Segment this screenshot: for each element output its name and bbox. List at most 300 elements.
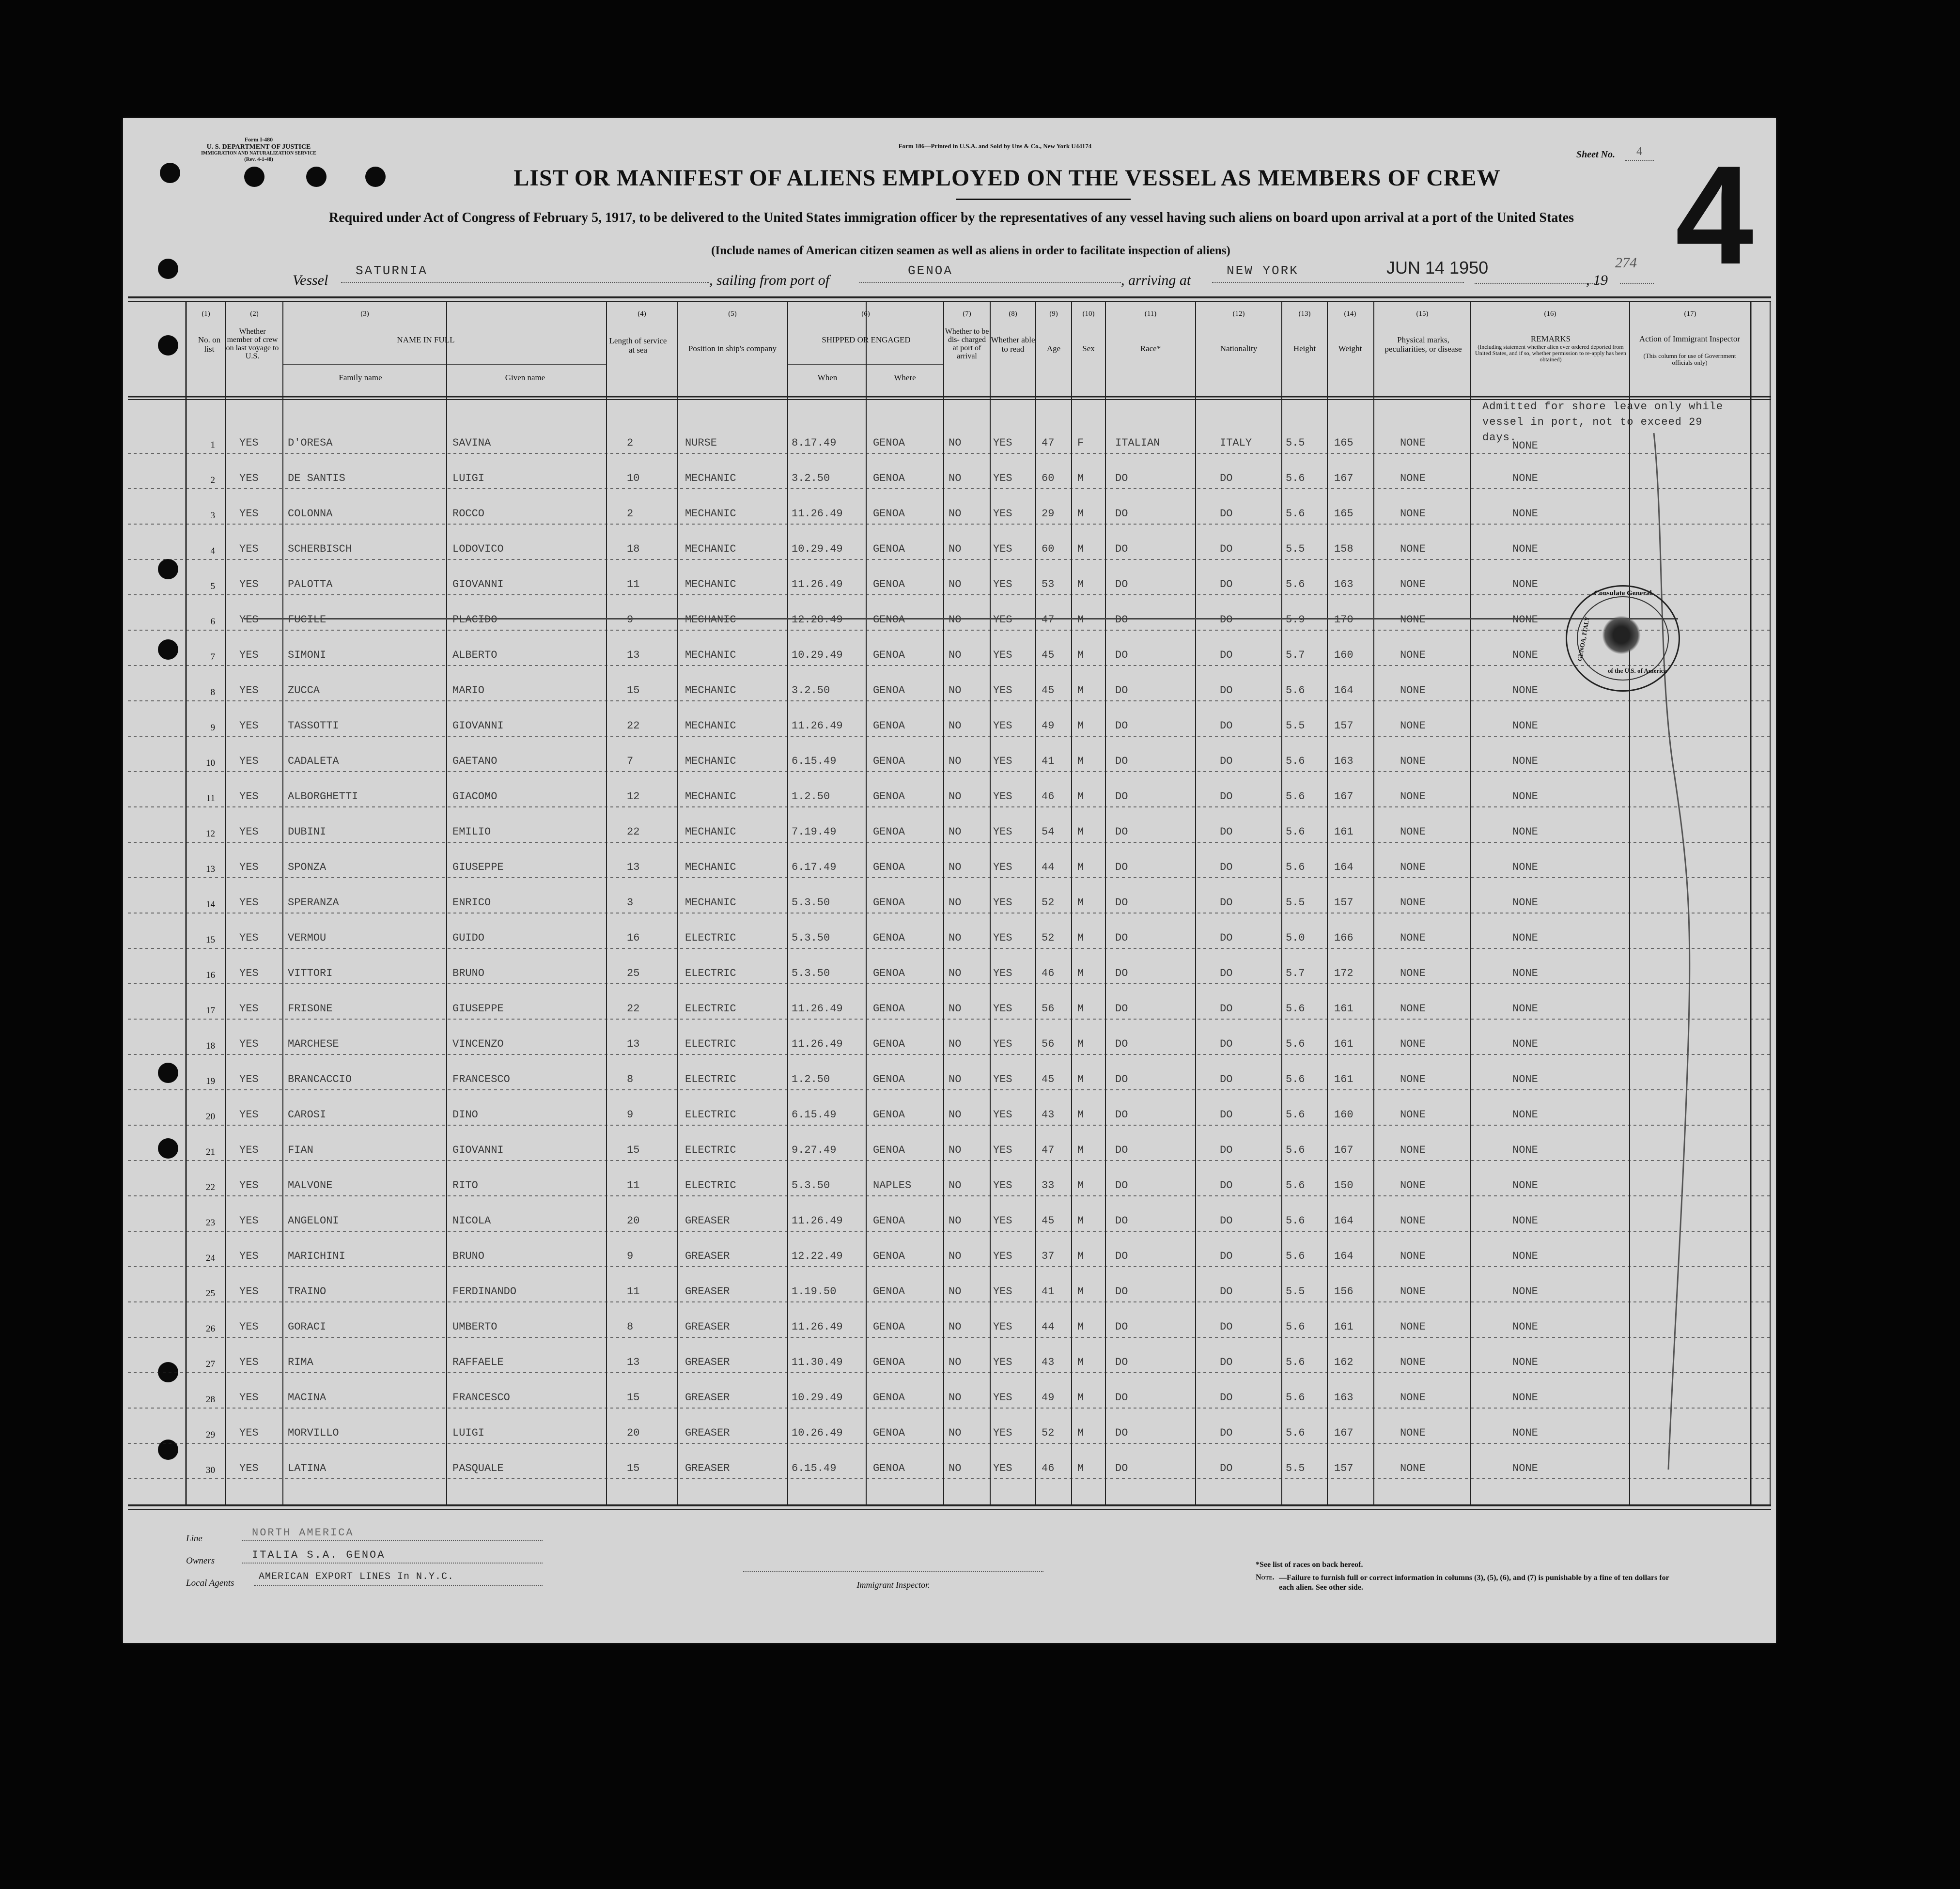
able-to-read-cell: YES (993, 861, 1012, 873)
race-cell: DO (1115, 614, 1128, 626)
height-cell: 5.6 (1286, 472, 1305, 484)
remarks-cell: NONE (1512, 790, 1538, 803)
crew-member-cell: YES (239, 932, 259, 944)
nationality-cell: DO (1220, 1038, 1233, 1050)
header-remarks-detail: (Including statement whether alien ever ordered deported from United States, and if so, whether permission to re-apply has been obtained) (1475, 343, 1626, 363)
shipped-where-cell: GENOA (873, 543, 905, 555)
height-cell: 5.6 (1286, 1179, 1305, 1192)
service-length-cell: 15 (627, 1462, 640, 1474)
weight-cell: 157 (1334, 897, 1353, 909)
able-to-read-cell: YES (993, 897, 1012, 909)
position-cell: MECHANIC (685, 826, 736, 838)
height-cell: 5.6 (1286, 1321, 1305, 1333)
service-length-cell: 13 (627, 649, 640, 661)
shipped-where-cell: GENOA (873, 720, 905, 732)
physical-marks-cell: NONE (1400, 578, 1426, 590)
height-cell: 5.5 (1286, 543, 1305, 555)
height-cell: 5.6 (1286, 1356, 1305, 1368)
given-name-cell: MARIO (452, 684, 485, 697)
height-cell: 5.5 (1286, 1285, 1305, 1298)
given-name-cell: GIOVANNI (452, 720, 504, 732)
shipped-where-cell: GENOA (873, 1427, 905, 1439)
revision: (Rev. 4-1-48) (244, 156, 273, 162)
discharged-cell: NO (949, 1144, 962, 1156)
column-number: (2) (250, 310, 259, 318)
position-cell: MECHANIC (685, 543, 736, 555)
shipped-when-cell: 11.26.49 (792, 720, 843, 732)
discharged-cell: NO (949, 1321, 962, 1333)
sex-cell: M (1077, 1356, 1084, 1368)
family-name-cell: DE SANTIS (288, 472, 345, 484)
physical-marks-cell: NONE (1400, 790, 1426, 803)
remarks-cell: NONE (1512, 932, 1538, 944)
remarks-cell: NONE (1512, 1038, 1538, 1050)
family-name-cell: VITTORI (288, 967, 333, 979)
physical-marks-cell: NONE (1400, 1427, 1426, 1439)
family-name-cell: MARCHESE (288, 1038, 339, 1050)
discharged-cell: NO (949, 472, 962, 484)
height-cell: 5.6 (1286, 684, 1305, 697)
position-cell: GREASER (685, 1321, 730, 1333)
nationality-cell: DO (1220, 1462, 1233, 1474)
shipped-where-cell: GENOA (873, 1321, 905, 1333)
column-number: (3) (360, 310, 369, 318)
races-note: *See list of races on back hereof. (1256, 1561, 1363, 1569)
remarks-cell: NONE (1512, 861, 1538, 873)
nationality-cell: DO (1220, 614, 1233, 626)
discharged-cell: NO (949, 897, 962, 909)
sex-cell: M (1077, 1392, 1084, 1404)
sex-cell: M (1077, 1250, 1084, 1262)
row-number: 11 (206, 793, 215, 804)
race-cell: DO (1115, 1427, 1128, 1439)
physical-marks-cell: NONE (1400, 649, 1426, 661)
discharged-cell: NO (949, 967, 962, 979)
remarks-cell: NONE (1512, 684, 1538, 697)
height-cell: 5.7 (1286, 967, 1305, 979)
column-number: (5) (728, 310, 737, 318)
service-length-cell: 8 (627, 1073, 634, 1085)
header-position: Position in ship's company (688, 344, 777, 353)
nationality-cell: DO (1220, 1144, 1233, 1156)
shipped-when-cell: 11.26.49 (792, 1003, 843, 1015)
row-number: 5 (210, 581, 215, 591)
discharged-cell: NO (949, 1250, 962, 1262)
height-cell: 5.6 (1286, 861, 1305, 873)
header-weight: Weight (1338, 344, 1362, 353)
department-name: U. S. DEPARTMENT OF JUSTICE (206, 143, 311, 151)
race-cell: DO (1115, 1109, 1128, 1121)
shipped-where-cell: GENOA (873, 861, 905, 873)
shipped-when-cell: 6.17.49 (792, 861, 837, 873)
physical-marks-cell: NONE (1400, 967, 1426, 979)
sex-cell: M (1077, 1285, 1084, 1298)
nationality-cell: DO (1220, 649, 1233, 661)
discharged-cell: NO (949, 1179, 962, 1192)
physical-marks-cell: NONE (1400, 1144, 1426, 1156)
position-cell: ELECTRIC (685, 1073, 736, 1085)
service-length-cell: 8 (627, 1321, 634, 1333)
position-cell: GREASER (685, 1215, 730, 1227)
remarks-cell: NONE (1512, 967, 1538, 979)
service-length-cell: 3 (627, 897, 634, 909)
row-number: 26 (206, 1324, 215, 1334)
shipped-where-cell: GENOA (873, 1285, 905, 1298)
crew-member-cell: YES (239, 1285, 259, 1298)
family-name-cell: FUCILE (288, 614, 327, 626)
nationality-cell: DO (1220, 755, 1233, 767)
given-name-cell: GIUSEPPE (452, 1003, 504, 1015)
header-family-name: Family name (339, 373, 382, 382)
able-to-read-cell: YES (993, 1250, 1012, 1262)
weight-cell: 167 (1334, 790, 1353, 803)
age-cell: 46 (1042, 967, 1055, 979)
family-name-cell: SIMONI (288, 649, 327, 661)
shipped-where-cell: GENOA (873, 1038, 905, 1050)
service-length-cell: 22 (627, 1003, 640, 1015)
position-cell: ELECTRIC (685, 1109, 736, 1121)
nationality-cell: DO (1220, 1285, 1233, 1298)
inspector-signature-line (743, 1562, 1043, 1572)
able-to-read-cell: YES (993, 1179, 1012, 1192)
age-cell: 53 (1042, 578, 1055, 590)
remarks-cell: NONE (1512, 1321, 1538, 1333)
sex-cell: M (1077, 578, 1084, 590)
remarks-cell: NONE (1512, 1285, 1538, 1298)
shipped-where-cell: GENOA (873, 1003, 905, 1015)
sex-cell: M (1077, 614, 1084, 626)
service-length-cell: 2 (627, 508, 634, 520)
race-cell: DO (1115, 1144, 1128, 1156)
able-to-read-cell: YES (993, 826, 1012, 838)
height-cell: 5.6 (1286, 1109, 1305, 1121)
height-cell: 5.9 (1286, 614, 1305, 626)
given-name-cell: GAETANO (452, 755, 498, 767)
remarks-cell: NONE (1512, 1179, 1538, 1192)
remarks-cell: NONE (1512, 755, 1538, 767)
remarks-cell: NONE (1512, 1427, 1538, 1439)
service-length-cell: 15 (627, 684, 640, 697)
able-to-read-cell: YES (993, 578, 1012, 590)
shipped-where-cell: NAPLES (873, 1179, 912, 1192)
row-number: 7 (210, 652, 215, 662)
family-name-cell: D'ORESA (288, 437, 333, 449)
given-name-cell: GUIDO (452, 932, 485, 944)
sex-cell: M (1077, 755, 1084, 767)
physical-marks-cell: NONE (1400, 1250, 1426, 1262)
row-number: 23 (206, 1218, 215, 1228)
able-to-read-cell: YES (993, 1144, 1012, 1156)
discharged-cell: NO (949, 1109, 962, 1121)
sex-cell: M (1077, 720, 1084, 732)
age-cell: 46 (1042, 1462, 1055, 1474)
remarks-cell: NONE (1512, 1356, 1538, 1368)
position-cell: ELECTRIC (685, 932, 736, 944)
manifest-sheet (123, 118, 1776, 1643)
age-cell: 56 (1042, 1003, 1055, 1015)
header-age: Age (1046, 344, 1061, 353)
height-cell: 5.6 (1286, 1392, 1305, 1404)
position-cell: ELECTRIC (685, 1038, 736, 1050)
owners-value: ITALIA S.A. GENOA (242, 1549, 543, 1564)
shipped-where-cell: GENOA (873, 1392, 905, 1404)
crew-member-cell: YES (239, 1427, 259, 1439)
weight-cell: 158 (1334, 543, 1353, 555)
height-cell: 5.6 (1286, 755, 1305, 767)
column-number: (11) (1144, 310, 1157, 318)
given-name-cell: ENRICO (452, 897, 491, 909)
race-cell: DO (1115, 472, 1128, 484)
race-cell: DO (1115, 1215, 1128, 1227)
sex-cell: M (1077, 1144, 1084, 1156)
row-number: 13 (206, 864, 215, 874)
given-name-cell: EMILIO (452, 826, 491, 838)
discharged-cell: NO (949, 1215, 962, 1227)
family-name-cell: TASSOTTI (288, 720, 339, 732)
sex-cell: M (1077, 508, 1084, 520)
shipped-when-cell: 6.15.49 (792, 1462, 837, 1474)
penalty-note: —Failure to furnish full or correct information in columns (3), (5), (6), and (7) is punishable by a fine of ten dollars for each alien. See other side. (1279, 1574, 1669, 1592)
nationality-cell: DO (1220, 578, 1233, 590)
form-note: (Include names of American citizen seamen as well as aliens in order to facilitate inspection of aliens) (711, 244, 1230, 257)
shipped-when-cell: 5.3.50 (792, 967, 830, 979)
family-name-cell: SPONZA (288, 861, 327, 873)
form-subtitle: Required under Act of Congress of February 5, 1917, to be delivered to the United States immigration officer by the representatives of any vessel having such aliens on board upon arrival at a port of the United States (329, 210, 1574, 225)
family-name-cell: VERMOU (288, 932, 327, 944)
service-length-cell: 11 (627, 1285, 640, 1298)
position-cell: MECHANIC (685, 649, 736, 661)
header-physical-marks: Physical marks, peculiarities, or disease (1384, 335, 1462, 354)
column-number: (17) (1684, 310, 1696, 318)
height-cell: 5.0 (1286, 932, 1305, 944)
crew-member-cell: YES (239, 897, 259, 909)
sex-cell: M (1077, 1427, 1084, 1439)
service-length-cell: 12 (627, 790, 640, 803)
able-to-read-cell: YES (993, 755, 1012, 767)
physical-marks-cell: NONE (1400, 1109, 1426, 1121)
position-cell: GREASER (685, 1462, 730, 1474)
shipped-when-cell: 6.15.49 (792, 1109, 837, 1121)
shipped-when-cell: 3.2.50 (792, 472, 830, 484)
column-number: (4) (638, 310, 646, 318)
shipped-when-cell: 5.3.50 (792, 1179, 830, 1192)
shipped-where-cell: GENOA (873, 1144, 905, 1156)
sex-cell: M (1077, 1215, 1084, 1227)
height-cell: 5.5 (1286, 897, 1305, 909)
race-cell: DO (1115, 755, 1128, 767)
race-cell: DO (1115, 720, 1128, 732)
row-number: 15 (206, 935, 215, 945)
weight-cell: 170 (1334, 614, 1353, 626)
crew-member-cell: YES (239, 1038, 259, 1050)
service-length-cell: 15 (627, 1144, 640, 1156)
shipped-when-cell: 11.26.49 (792, 1321, 843, 1333)
shipped-where-cell: GENOA (873, 578, 905, 590)
race-cell: ITALIAN (1115, 437, 1160, 449)
discharged-cell: NO (949, 1038, 962, 1050)
given-name-cell: NICOLA (452, 1215, 491, 1227)
remarks-cell: NONE (1512, 578, 1538, 590)
nationality-cell: DO (1220, 1003, 1233, 1015)
crew-member-cell: YES (239, 437, 259, 449)
sex-cell: M (1077, 1073, 1084, 1085)
weight-cell: 160 (1334, 649, 1353, 661)
discharged-cell: NO (949, 437, 962, 449)
family-name-cell: GORACI (288, 1321, 327, 1333)
shipped-when-cell: 9.27.49 (792, 1144, 837, 1156)
family-name-cell: BRANCACCIO (288, 1073, 352, 1085)
age-cell: 60 (1042, 543, 1055, 555)
service-length-cell: 10 (627, 472, 640, 484)
family-name-cell: FIAN (288, 1144, 313, 1156)
row-number: 22 (206, 1182, 215, 1192)
physical-marks-cell: NONE (1400, 437, 1426, 449)
age-cell: 54 (1042, 826, 1055, 838)
row-number: 16 (206, 970, 215, 980)
age-cell: 52 (1042, 897, 1055, 909)
remarks-cell: NONE (1512, 1462, 1538, 1474)
header-length-of-service: Length of service at sea (609, 336, 667, 355)
row-number: 3 (210, 511, 215, 521)
given-name-cell: ROCCO (452, 508, 485, 520)
given-name-cell: GIOVANNI (452, 1144, 504, 1156)
race-cell: DO (1115, 1321, 1128, 1333)
race-cell: DO (1115, 684, 1128, 697)
position-cell: MECHANIC (685, 861, 736, 873)
remarks-cell: NONE (1512, 1144, 1538, 1156)
shipped-when-cell: 11.26.49 (792, 1038, 843, 1050)
row-number: 10 (206, 758, 215, 768)
service-length-cell: 22 (627, 720, 640, 732)
family-name-cell: SCHERBISCH (288, 543, 352, 555)
position-cell: ELECTRIC (685, 1179, 736, 1192)
position-cell: MECHANIC (685, 472, 736, 484)
position-cell: NURSE (685, 437, 717, 449)
age-cell: 47 (1042, 437, 1055, 449)
crew-member-cell: YES (239, 1179, 259, 1192)
stamp-bottom-text: GENOA, ITALY (1576, 616, 1591, 662)
physical-marks-cell: NONE (1400, 1321, 1426, 1333)
header-remarks: REMARKS (1530, 334, 1571, 343)
family-name-cell: MACINA (288, 1392, 327, 1404)
position-cell: MECHANIC (685, 578, 736, 590)
column-number: (12) (1232, 310, 1245, 318)
discharged-cell: NO (949, 861, 962, 873)
given-name-cell: VINCENZO (452, 1038, 504, 1050)
remarks-cell: NONE (1512, 1215, 1538, 1227)
shipped-where-cell: GENOA (873, 437, 905, 449)
race-cell: DO (1115, 1038, 1128, 1050)
note-label: Note. (1256, 1573, 1275, 1581)
position-cell: ELECTRIC (685, 1144, 736, 1156)
service-length-cell: 15 (627, 1392, 640, 1404)
physical-marks-cell: NONE (1400, 1462, 1426, 1474)
crew-member-cell: YES (239, 649, 259, 661)
strike-through-row-6 (244, 618, 1678, 619)
given-name-cell: BRUNO (452, 967, 485, 979)
row-number: 1 (210, 440, 215, 450)
column-number: (6) (861, 310, 870, 318)
row-number: 25 (206, 1288, 215, 1299)
weight-cell: 161 (1334, 1321, 1353, 1333)
shipped-when-cell: 10.29.49 (792, 649, 843, 661)
line-value: NORTH AMERICA (242, 1527, 543, 1541)
crew-member-cell: YES (239, 967, 259, 979)
row-number: 28 (206, 1394, 215, 1405)
shipped-when-cell: 5.3.50 (792, 932, 830, 944)
position-cell: MECHANIC (685, 720, 736, 732)
physical-marks-cell: NONE (1400, 1356, 1426, 1368)
able-to-read-cell: YES (993, 1356, 1012, 1368)
given-name-cell: GIOVANNI (452, 578, 504, 590)
position-cell: GREASER (685, 1392, 730, 1404)
discharged-cell: NO (949, 826, 962, 838)
shipped-when-cell: 12.22.49 (792, 1250, 843, 1262)
nationality-cell: DO (1220, 1321, 1233, 1333)
column-number: (1) (202, 310, 210, 318)
crew-member-cell: YES (239, 1321, 259, 1333)
shipped-where-cell: GENOA (873, 508, 905, 520)
family-name-cell: PALOTTA (288, 578, 333, 590)
age-cell: 45 (1042, 1073, 1055, 1085)
given-name-cell: UMBERTO (452, 1321, 498, 1333)
sex-cell: M (1077, 790, 1084, 803)
nationality-cell: DO (1220, 790, 1233, 803)
crew-member-cell: YES (239, 1073, 259, 1085)
crew-member-cell: YES (239, 1144, 259, 1156)
crew-member-cell: YES (239, 1215, 259, 1227)
age-cell: 44 (1042, 1321, 1055, 1333)
row-number: 21 (206, 1147, 215, 1157)
age-cell: 44 (1042, 861, 1055, 873)
height-cell: 5.6 (1286, 1144, 1305, 1156)
crew-member-cell: YES (239, 684, 259, 697)
remarks-cell: NONE (1512, 720, 1538, 732)
sex-cell: M (1077, 826, 1084, 838)
weight-cell: 172 (1334, 967, 1353, 979)
position-cell: GREASER (685, 1285, 730, 1298)
service-length-cell: 2 (627, 437, 634, 449)
row-number: 20 (206, 1112, 215, 1122)
weight-cell: 150 (1334, 1179, 1353, 1192)
age-cell: 46 (1042, 790, 1055, 803)
weight-cell: 162 (1334, 1356, 1353, 1368)
discharged-cell: NO (949, 649, 962, 661)
crew-member-cell: YES (239, 755, 259, 767)
given-name-cell: DINO (452, 1109, 478, 1121)
vessel-name: SATURNIA (341, 263, 709, 283)
sex-cell: M (1077, 932, 1084, 944)
race-cell: DO (1115, 861, 1128, 873)
physical-marks-cell: NONE (1400, 932, 1426, 944)
height-cell: 5.6 (1286, 826, 1305, 838)
row-number: 19 (206, 1076, 215, 1086)
agents-label: Local Agents (186, 1578, 234, 1588)
age-cell: 47 (1042, 614, 1055, 626)
weight-cell: 164 (1334, 1250, 1353, 1262)
discharged-cell: NO (949, 1356, 962, 1368)
agents-value: AMERICAN EXPORT LINES In N.Y.C. (254, 1571, 543, 1586)
vessel-label: Vessel (293, 272, 328, 288)
sex-cell: M (1077, 543, 1084, 555)
shipped-when-cell: 6.15.49 (792, 755, 837, 767)
race-cell: DO (1115, 1003, 1128, 1015)
age-cell: 45 (1042, 649, 1055, 661)
physical-marks-cell: NONE (1400, 1073, 1426, 1085)
race-cell: DO (1115, 508, 1128, 520)
nationality-cell: DO (1220, 932, 1233, 944)
race-cell: DO (1115, 1285, 1128, 1298)
